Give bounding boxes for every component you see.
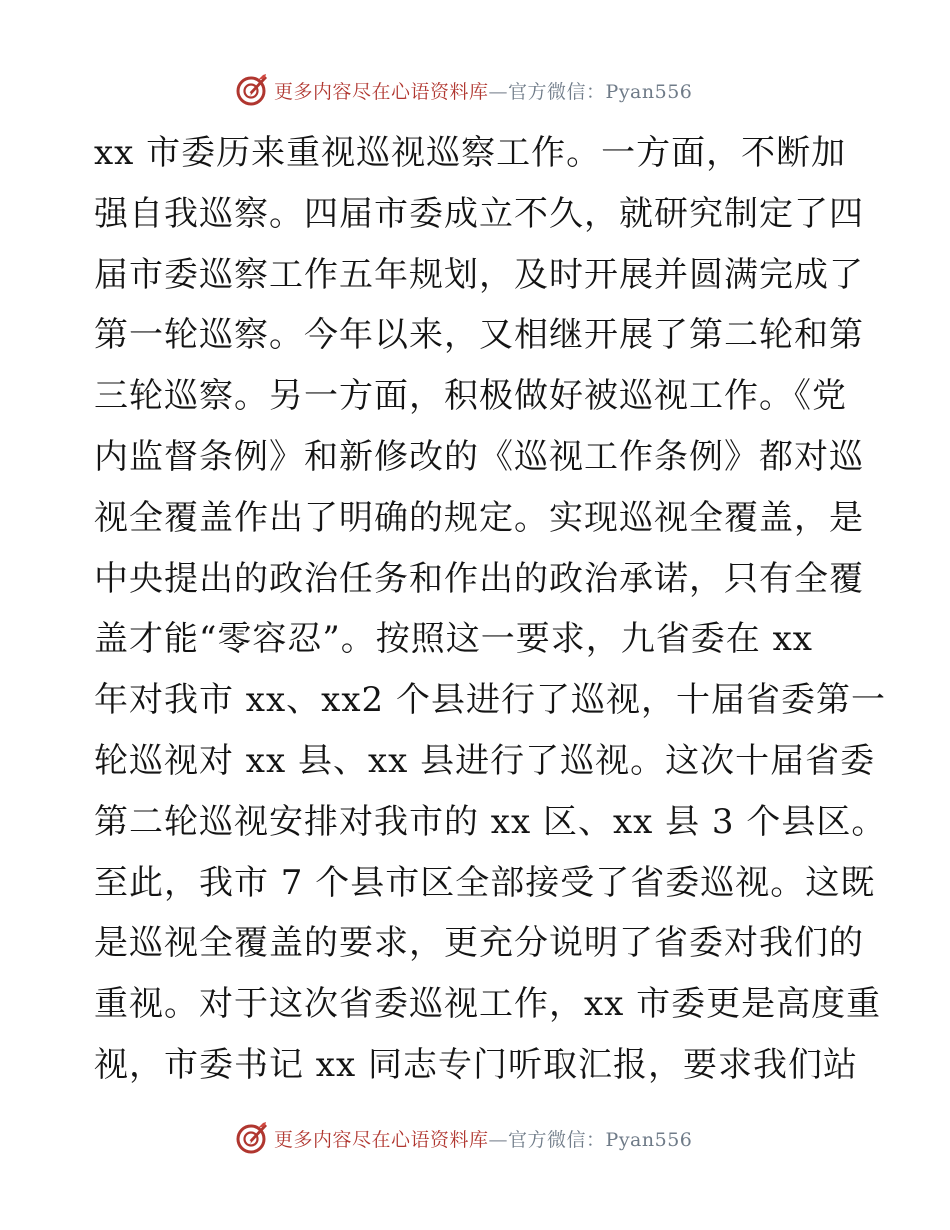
- feather-pen-logo-icon: [234, 72, 270, 108]
- text-line: 中央提出的政治任务和作出的政治承诺，只有全覆: [94, 558, 864, 599]
- text-line: 年对我市 xx、xx2 个县进行了巡视，十届省委第一: [94, 680, 886, 721]
- header-banner: [234, 70, 714, 110]
- footer-banner-label: 官方微信：: [508, 1128, 606, 1151]
- header-banner-id: Pyan556: [605, 80, 693, 103]
- body-paragraph: [94, 123, 887, 1096]
- header-banner-separator: —: [488, 80, 509, 103]
- text-line: 重视。对于这次省委巡视工作，xx 市委更是高度重: [94, 984, 882, 1025]
- feather-pen-logo-icon: [234, 1120, 270, 1156]
- text-line: 至此，我市 7 个县市区全部接受了省委巡视。这既: [94, 862, 876, 903]
- text-line: 轮巡视对 xx 县、xx 县进行了巡视。这次十届省委: [94, 740, 876, 781]
- text-line: 视全覆盖作出了明确的规定。实现巡视全覆盖，是: [94, 497, 864, 538]
- footer-banner-main: 更多内容尽在心语资料库: [274, 1128, 489, 1151]
- text-line: 三轮巡察。另一方面，积极做好被巡视工作。《党: [94, 376, 847, 417]
- footer-banner: [234, 1118, 714, 1158]
- footer-banner-id: Pyan556: [605, 1128, 693, 1151]
- footer-banner-text: [274, 1125, 692, 1152]
- text-line: 强自我巡察。四届市委成立不久，就研究制定了四: [94, 193, 864, 234]
- header-banner-main: 更多内容尽在心语资料库: [274, 80, 489, 103]
- header-banner-label: 官方微信：: [508, 80, 606, 103]
- text-line: 第二轮巡视安排对我市的 xx 区、xx 县 3 个县区。: [94, 801, 887, 842]
- text-line: 内监督条例》和新修改的《巡视工作条例》都对巡: [94, 436, 864, 477]
- text-line: 第一轮巡察。今年以来，又相继开展了第二轮和第: [94, 315, 864, 356]
- text-line: 届市委巡察工作五年规划，及时开展并圆满完成了: [94, 254, 864, 295]
- text-line: 是巡视全覆盖的要求，更充分说明了省委对我们的: [94, 923, 864, 964]
- text-line: xx 市委历来重视巡视巡察工作。一方面，不断加: [94, 133, 847, 173]
- text-line: 盖才能“零容忍”。按照这一要求，九省委在 xx: [94, 619, 813, 660]
- header-banner-text: [274, 77, 692, 104]
- footer-banner-separator: —: [488, 1128, 509, 1151]
- text-line: 视，市委书记 xx 同志专门听取汇报，要求我们站: [94, 1044, 858, 1085]
